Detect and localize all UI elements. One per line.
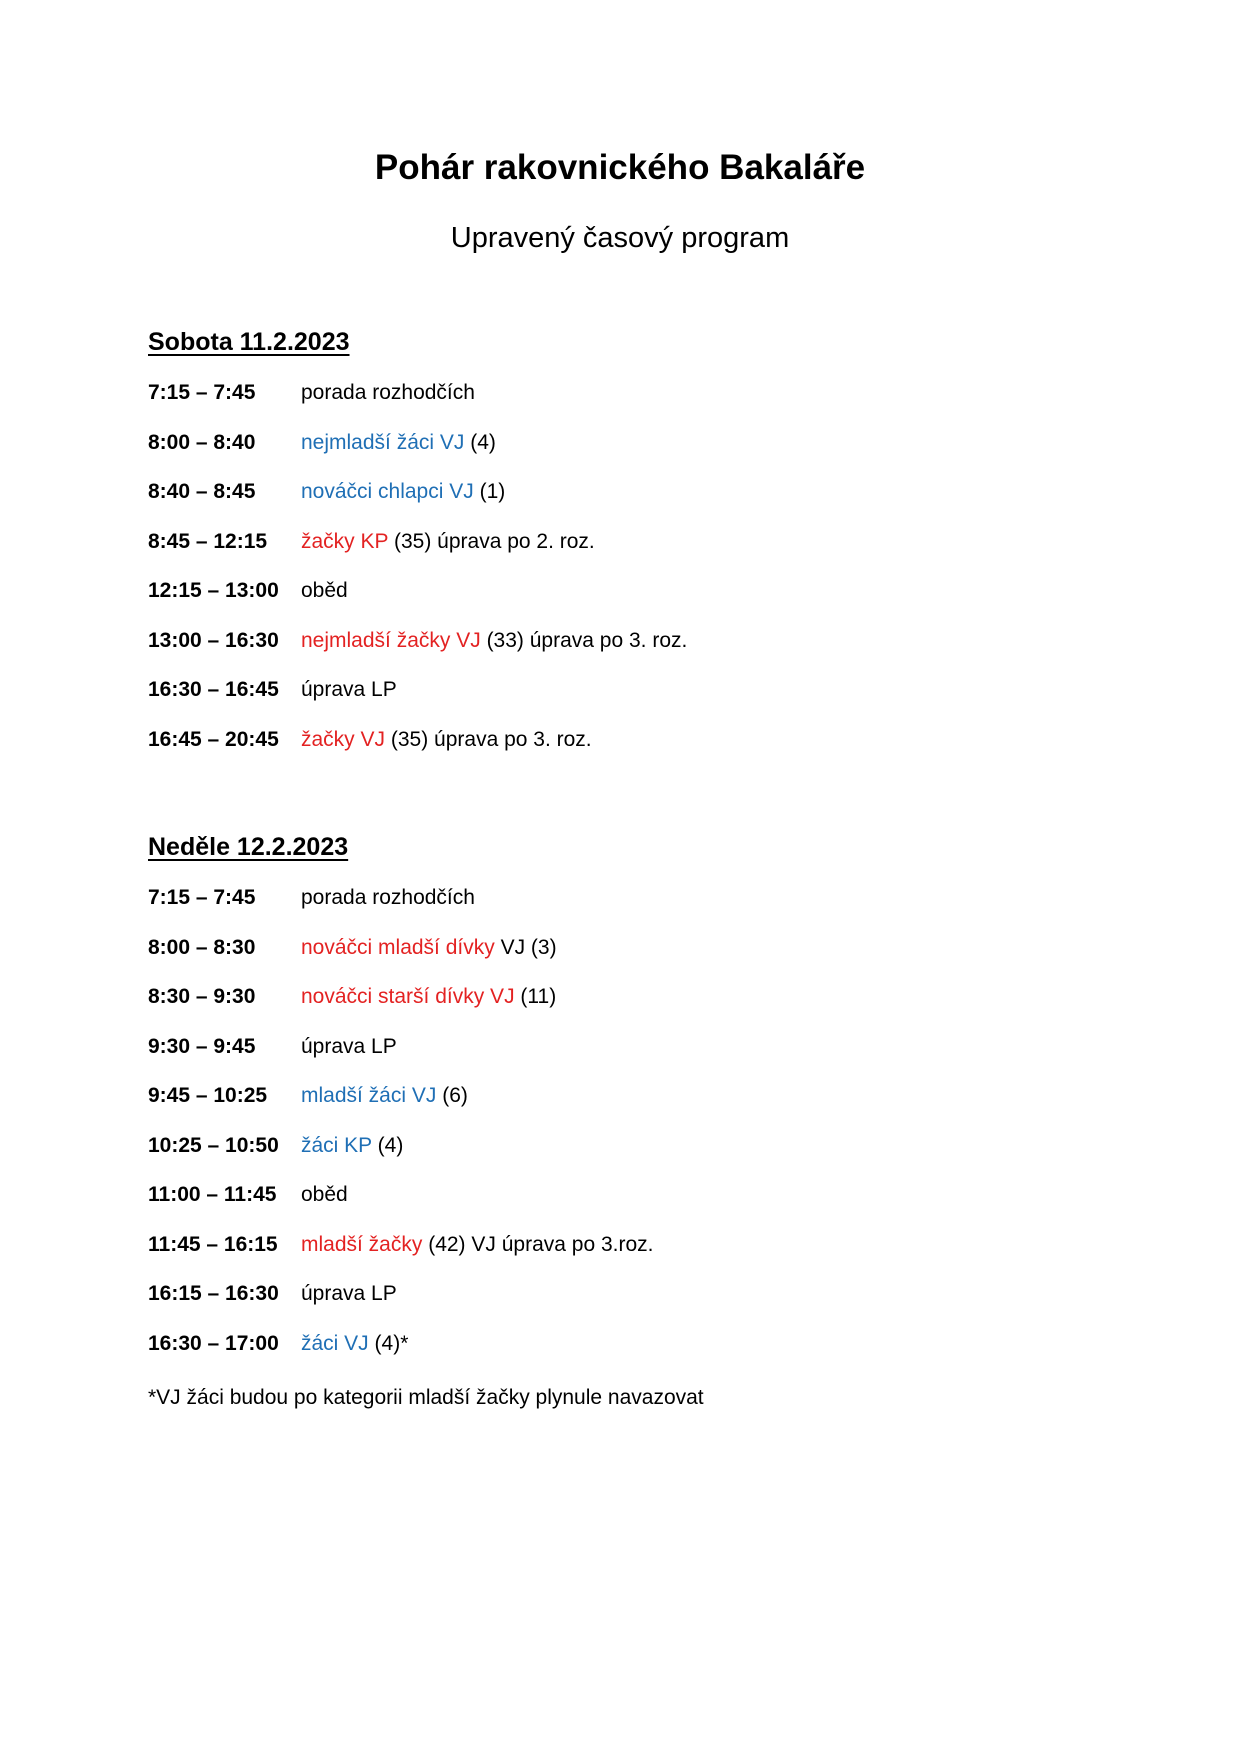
description-text: (11) [514, 985, 557, 1008]
description-text: porada rozhodčích [301, 381, 475, 404]
schedule-description [301, 1332, 408, 1356]
description-text: úprava LP [301, 1282, 397, 1305]
schedule-time: 7:15 – 7:45 [148, 381, 256, 404]
schedule-time: 7:15 – 7:45 [148, 886, 256, 909]
schedule-time: 8:00 – 8:40 [148, 431, 256, 454]
description-text: (1) [473, 480, 506, 503]
document-subtitle: Upravený časový program [450, 222, 790, 254]
description-text: (4) [371, 1134, 404, 1157]
description-text: oběd [301, 1183, 348, 1206]
description-text: VJ (3) [494, 936, 557, 959]
description-text: porada rozhodčích [301, 886, 475, 909]
description-text: (42) VJ úprava po 3.roz. [422, 1233, 654, 1256]
category-name: žáci KP [301, 1134, 372, 1157]
description-text: (35) úprava po 3. roz. [385, 728, 592, 751]
schedule-description [301, 985, 556, 1009]
schedule-time: 16:30 – 17:00 [148, 1332, 279, 1355]
category-name: žačky VJ [301, 728, 386, 751]
category-name: žačky KP [301, 530, 389, 553]
category-name: nováčci mladší dívky [301, 936, 495, 959]
category-name: nejmladší žačky VJ [301, 629, 481, 652]
schedule-description [301, 530, 595, 554]
category-name: mladší žáci VJ [301, 1084, 437, 1107]
schedule-time: 8:00 – 8:30 [148, 936, 256, 959]
category-name: žáci VJ [301, 1332, 369, 1355]
description-text: (6) [436, 1084, 468, 1107]
schedule-time: 10:25 – 10:50 [148, 1134, 279, 1157]
footnote: *VJ žáci budou po kategorii mladší žačky plynule navazovat [148, 1386, 704, 1409]
schedule-description [301, 1035, 397, 1059]
category-name: nejmladší žáci VJ [301, 431, 465, 454]
description-text: (35) úprava po 2. roz. [388, 530, 595, 553]
document-title: Pohár rakovnického Bakaláře [374, 148, 866, 187]
schedule-time: 8:45 – 12:15 [148, 530, 268, 553]
schedule-description [301, 1183, 348, 1207]
schedule-description [301, 579, 348, 603]
schedule-time: 13:00 – 16:30 [148, 629, 279, 652]
schedule-time: 8:30 – 9:30 [148, 985, 256, 1008]
schedule-description [301, 381, 475, 405]
description-text: (4) [464, 431, 496, 454]
schedule-description [301, 886, 475, 910]
schedule-time: 11:45 – 16:15 [148, 1233, 278, 1256]
schedule-description [301, 1084, 468, 1108]
description-text: (33) úprava po 3. roz. [480, 629, 688, 652]
schedule-description [301, 936, 557, 960]
schedule-time: 16:15 – 16:30 [148, 1282, 279, 1305]
schedule-time: 8:40 – 8:45 [148, 480, 256, 503]
schedule-description [301, 480, 505, 504]
schedule-description [301, 728, 592, 752]
schedule-description [301, 629, 687, 653]
schedule-time: 16:30 – 16:45 [148, 678, 279, 701]
schedule-description [301, 1134, 403, 1158]
description-text: úprava LP [301, 1035, 397, 1058]
day-heading: Neděle 12.2.2023 [148, 833, 349, 861]
schedule-time: 12:15 – 13:00 [148, 579, 279, 602]
schedule-time: 16:45 – 20:45 [148, 728, 279, 751]
day-heading: Sobota 11.2.2023 [148, 328, 350, 356]
schedule-description [301, 431, 496, 455]
category-name: mladší žačky [301, 1233, 423, 1256]
description-text: (4)* [368, 1332, 409, 1355]
schedule-time: 11:00 – 11:45 [148, 1183, 277, 1206]
schedule-time: 9:30 – 9:45 [148, 1035, 256, 1058]
description-text: oběd [301, 579, 348, 602]
schedule-description [301, 1233, 654, 1257]
category-name: nováčci chlapci VJ [301, 480, 474, 503]
schedule-description [301, 678, 397, 702]
schedule-time: 9:45 – 10:25 [148, 1084, 268, 1107]
description-text: úprava LP [301, 678, 397, 701]
category-name: nováčci starší dívky VJ [301, 985, 515, 1008]
schedule-description [301, 1282, 397, 1306]
